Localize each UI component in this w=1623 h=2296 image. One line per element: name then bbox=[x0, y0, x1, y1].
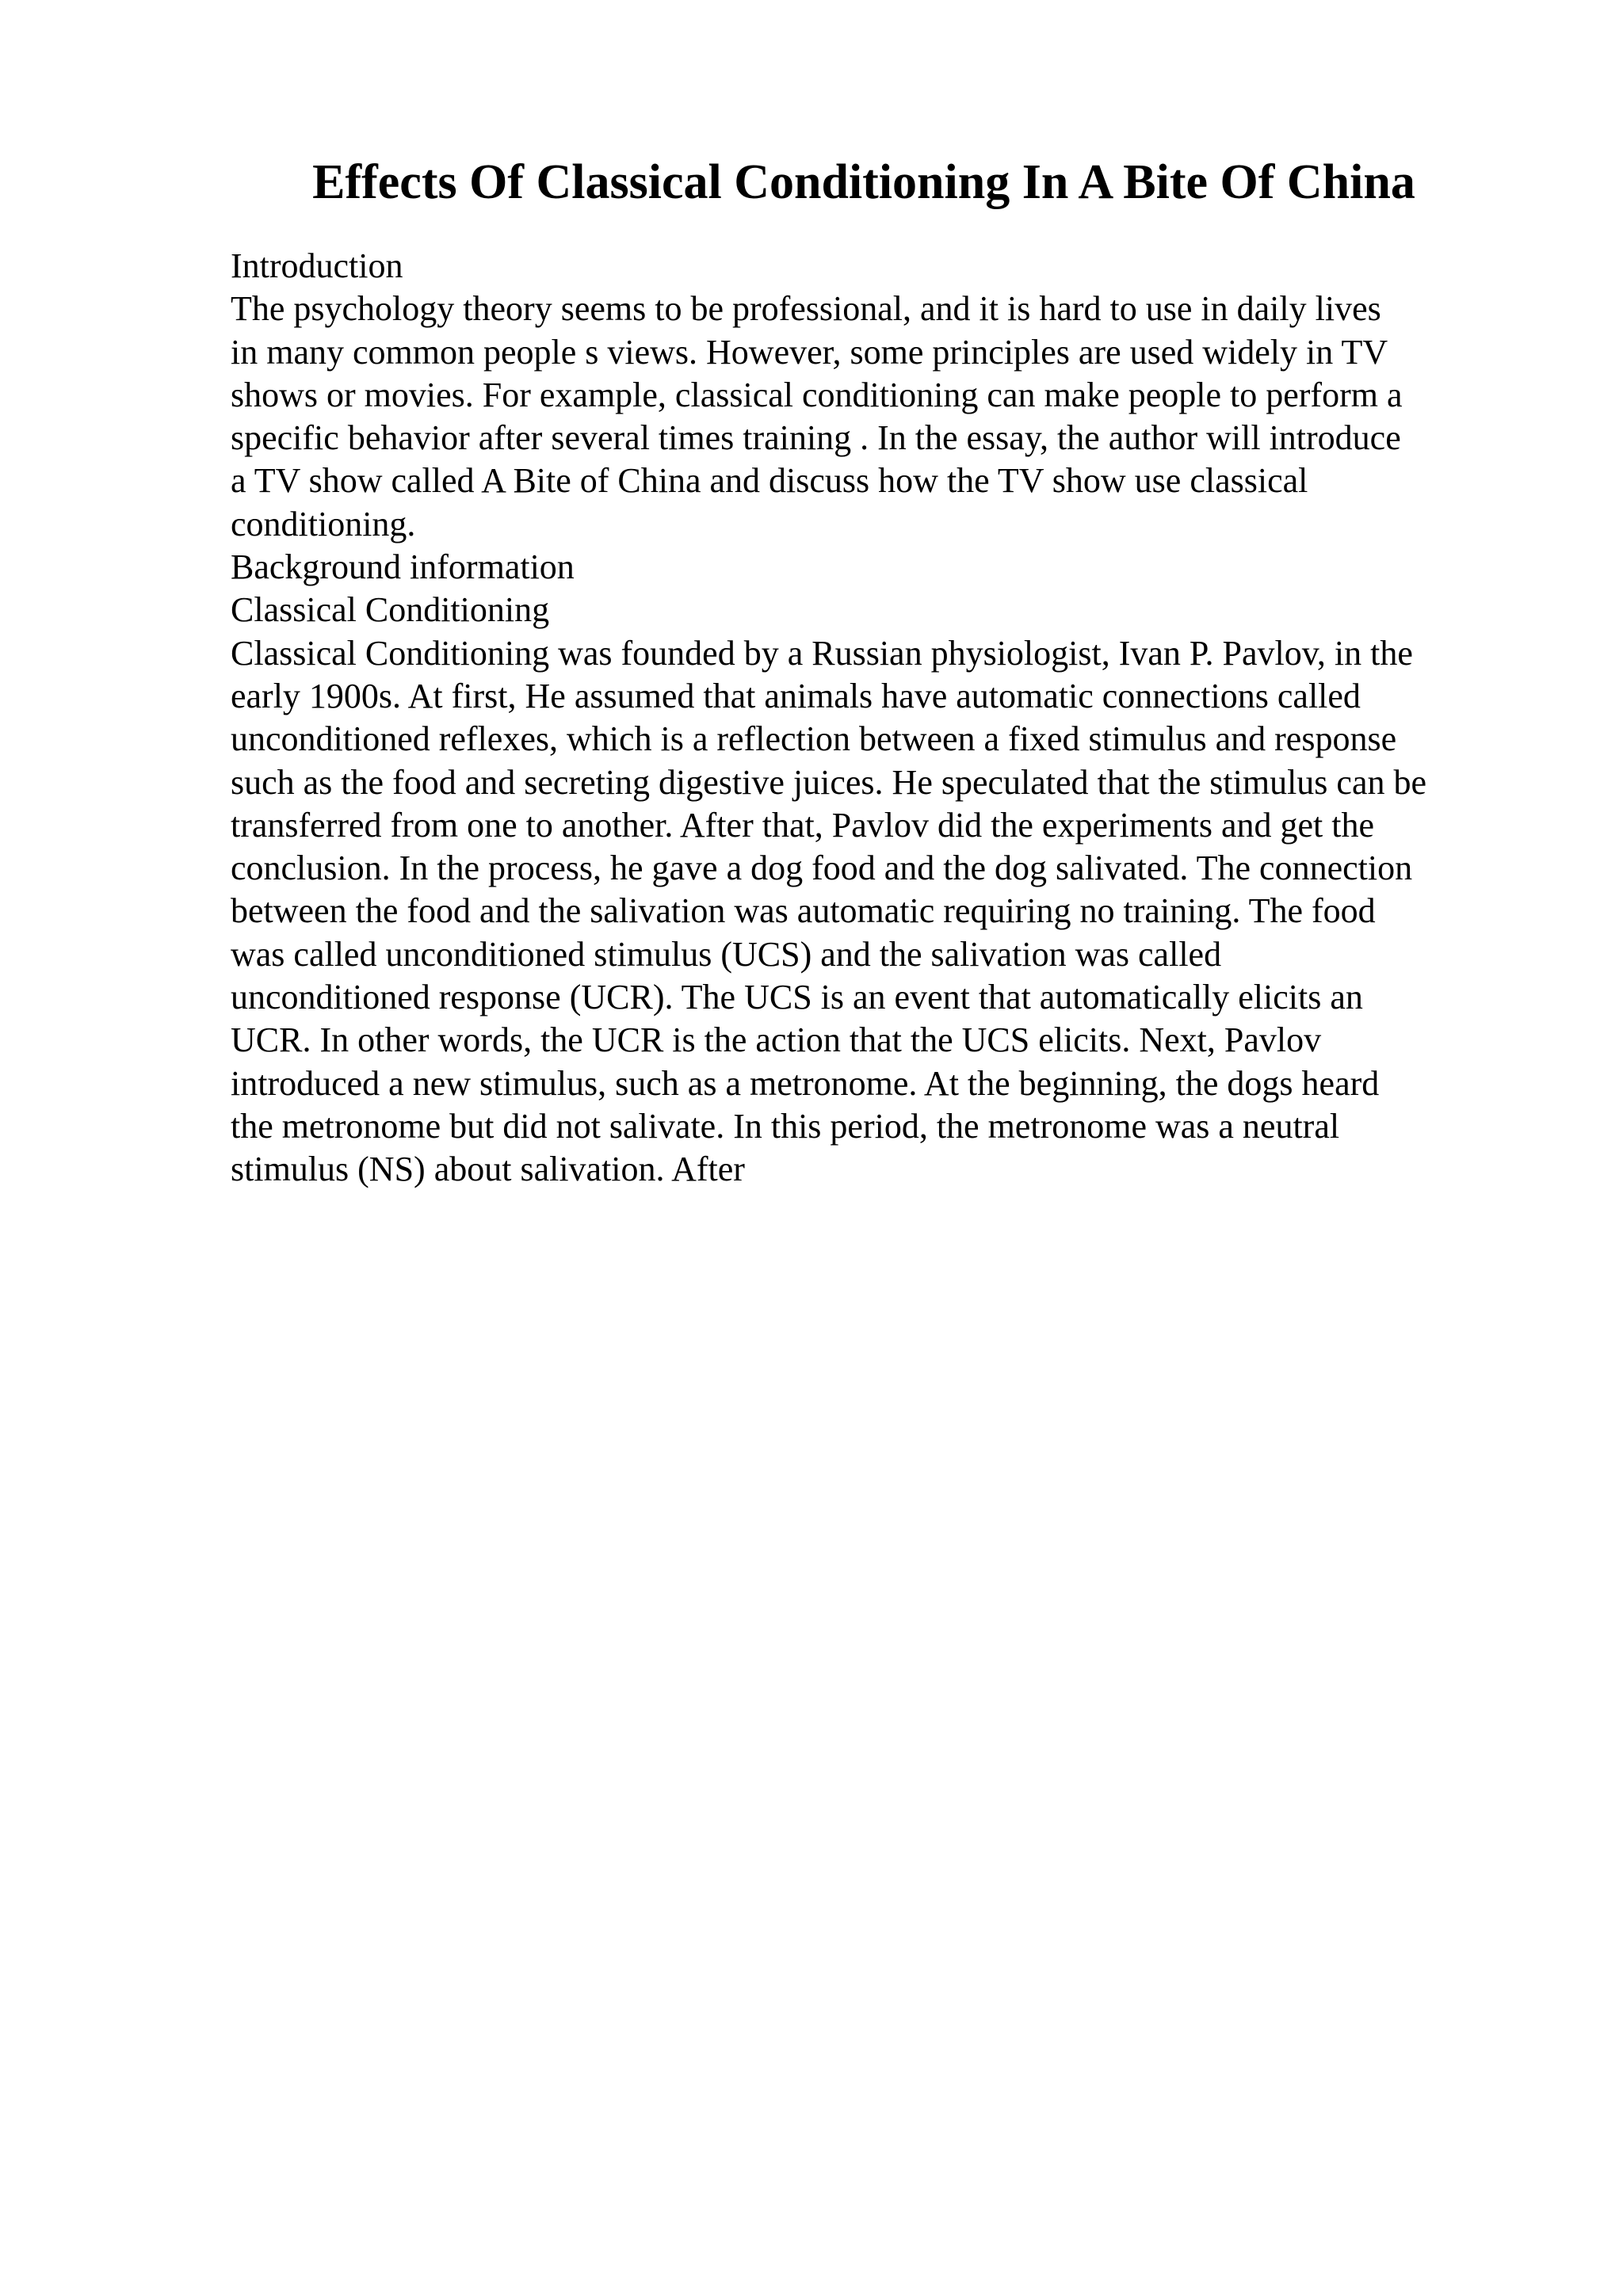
text-line: the metronome but did not salivate. In this period, the metronome was a neutral bbox=[231, 1106, 1340, 1146]
text-line: The psychology theory seems to be professional, and it is hard to use in daily lives bbox=[231, 289, 1381, 329]
text-line: a TV show called A Bite of China and discuss how the TV show use classical bbox=[231, 461, 1308, 501]
text-line: shows or movies. For example, classical conditioning can make people to perform a bbox=[231, 375, 1403, 414]
text-line: early 1900s. At first, He assumed that animals have automatic connections called bbox=[231, 676, 1361, 715]
heading-introduction: Introduction bbox=[231, 246, 403, 285]
text-line: UCR. In other words, the UCR is the action that the UCS elicits. Next, Pavlov bbox=[231, 1020, 1322, 1060]
heading-classical-conditioning: Classical Conditioning bbox=[231, 590, 550, 630]
text-line: specific behavior after several times training . In the essay, the author will introduce bbox=[231, 418, 1401, 458]
text-line: conditioning. bbox=[231, 504, 416, 543]
document-title: Effects Of Classical Conditioning In A Bite Of China bbox=[312, 155, 1415, 209]
text-line: conclusion. In the process, he gave a dog food and the dog salivated. The connection bbox=[231, 849, 1413, 888]
text-line: in many common people s views. However, some principles are used widely in TV bbox=[231, 332, 1388, 372]
text-line: transferred from one to another. After that, Pavlov did the experiments and get the bbox=[231, 805, 1374, 845]
text-line: between the food and the salivation was automatic requiring no training. The food bbox=[231, 891, 1376, 931]
text-line: stimulus (NS) about salivation. After bbox=[231, 1150, 745, 1189]
text-line: was called unconditioned stimulus (UCS) and the salivation was called bbox=[231, 934, 1222, 974]
text-line: introduced a new stimulus, such as a metronome. At the beginning, the dogs heard bbox=[231, 1063, 1380, 1103]
text-line: Classical Conditioning was founded by a Russian physiologist, Ivan P. Pavlov, in the bbox=[231, 633, 1413, 673]
text-line: unconditioned response (UCR). The UCS is an event that automatically elicits an bbox=[231, 978, 1363, 1017]
text-line: unconditioned reflexes, which is a reflection between a fixed stimulus and response bbox=[231, 719, 1397, 759]
heading-background-information: Background information bbox=[231, 547, 575, 587]
text-line: such as the food and secreting digestive juices. He speculated that the stimulus can be bbox=[231, 762, 1426, 802]
document-body bbox=[231, 245, 1578, 1192]
